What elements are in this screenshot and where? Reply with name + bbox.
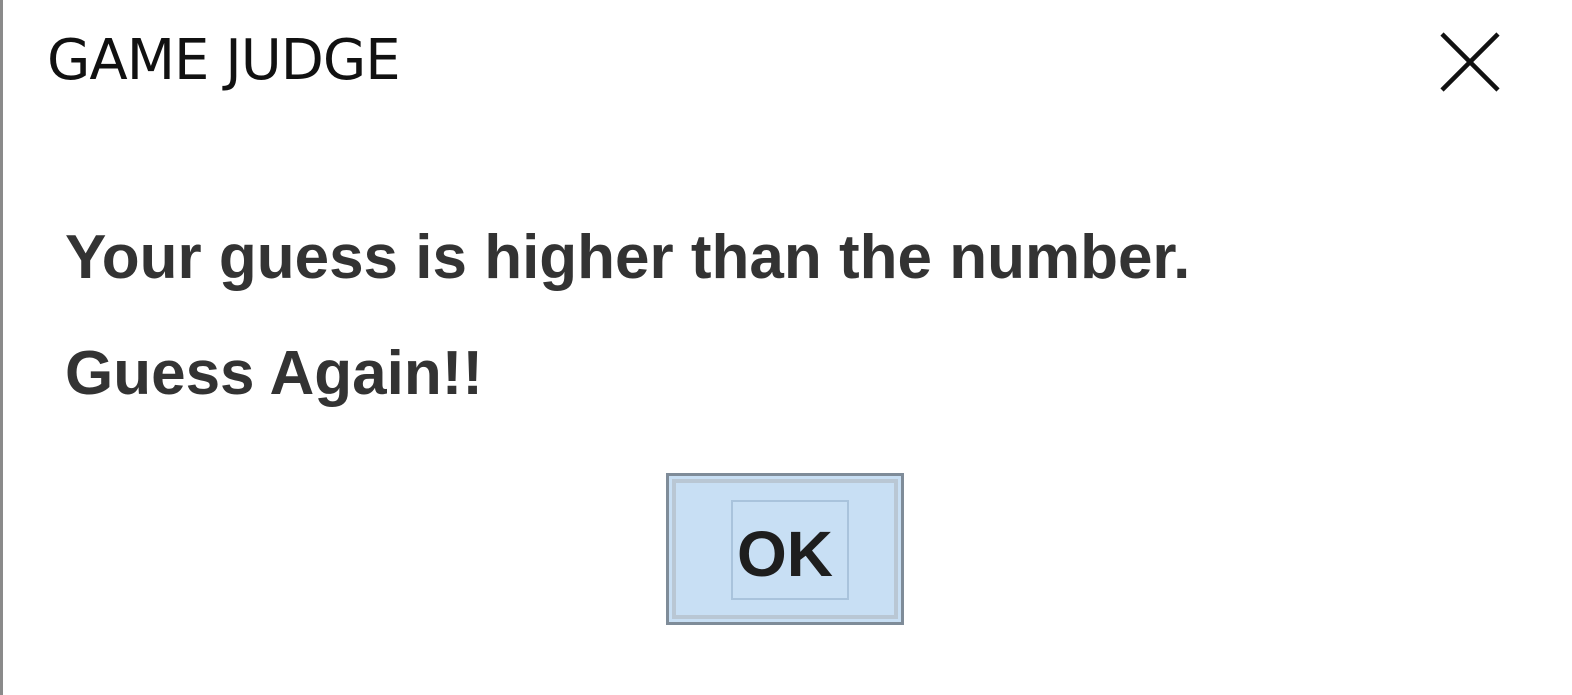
close-icon [1421, 14, 1519, 110]
message-line-2: Guess Again!! [65, 339, 483, 408]
title-bar [3, 0, 1572, 130]
close-button[interactable] [1421, 14, 1519, 110]
dialog-title: GAME JUDGE [47, 28, 400, 93]
ok-button[interactable] [666, 473, 904, 625]
message-line-1: Your guess is higher than the number. [65, 223, 1191, 292]
ok-button-label: OK [737, 518, 833, 590]
